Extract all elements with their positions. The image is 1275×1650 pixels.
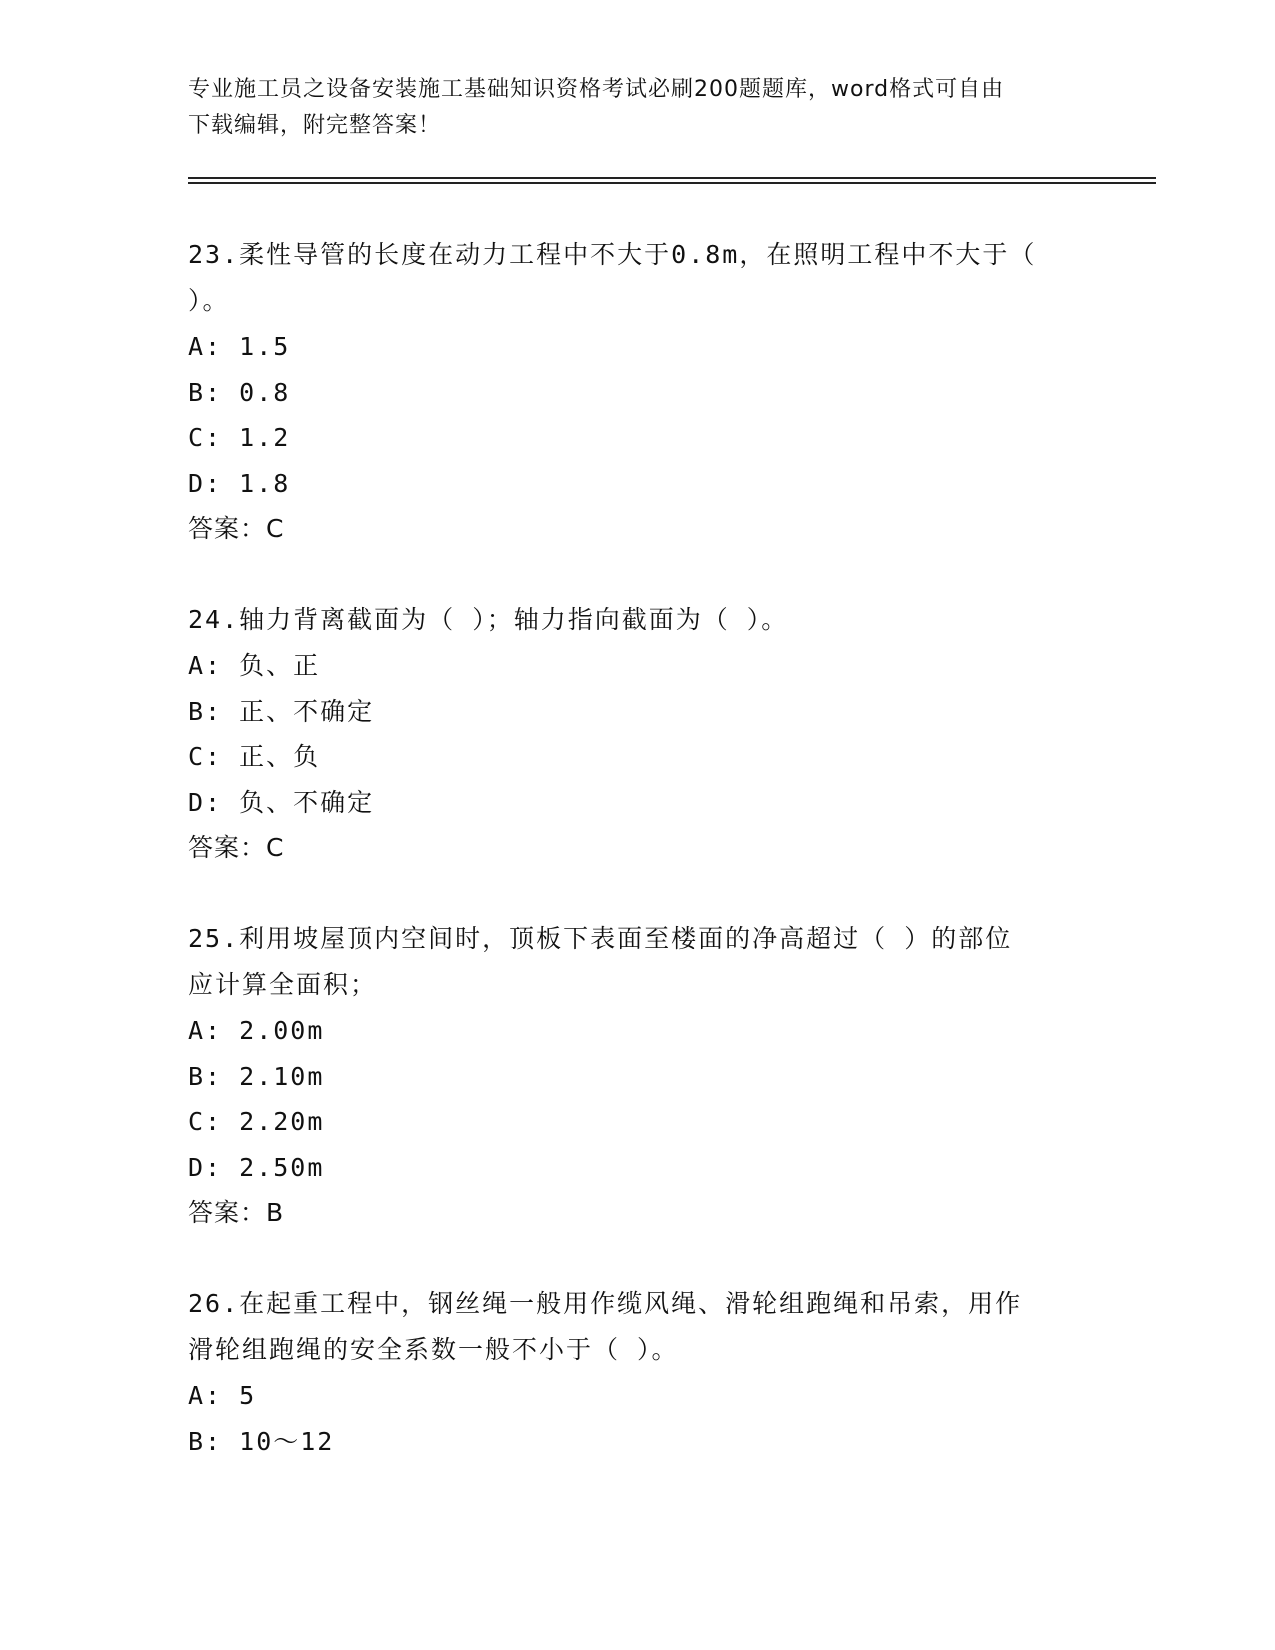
question-23	[188, 232, 1088, 552]
option-d: D: 2.50m	[188, 1152, 325, 1182]
answer-line: 答案：B	[188, 1198, 285, 1228]
header-divider-bottom	[188, 182, 1156, 184]
question-25	[188, 916, 1088, 1236]
question-stem: 滑轮组跑绳的安全系数一般不小于（ ）。	[188, 1334, 679, 1364]
answer-line: 答案：C	[188, 833, 285, 863]
header-divider-top	[188, 177, 1156, 179]
option-b: B: 10～12	[188, 1426, 335, 1456]
option-d: D: 负、不确定	[188, 787, 375, 817]
question-stem: 23.柔性导管的长度在动力工程中不大于0.8m，在照明工程中不大于（	[188, 240, 1037, 269]
header-line-2: 下载编辑，附完整答案！	[188, 113, 442, 138]
question-stem: 26.在起重工程中，钢丝绳一般用作缆风绳、滑轮组跑绳和吊索，用作	[188, 1288, 1023, 1318]
question-stem: ）。	[188, 286, 230, 315]
document-header	[188, 72, 1088, 144]
question-list	[188, 232, 1088, 1509]
question-stem: 24.轴力背离截面为（ ）；轴力指向截面为（ ）。	[188, 604, 789, 634]
option-d: D: 1.8	[188, 468, 291, 498]
option-c: C: 正、负	[188, 742, 321, 772]
option-c: C: 1.2	[188, 423, 291, 453]
question-stem: 应计算全面积；	[188, 969, 378, 999]
option-a: A: 5	[188, 1380, 257, 1410]
question-26	[188, 1281, 1088, 1464]
question-stem: 25.利用坡屋顶内空间时，顶板下表面至楼面的净高超过（ ）的部位	[188, 923, 1013, 953]
option-a: A: 负、正	[188, 650, 321, 680]
option-a: A: 1.5	[188, 332, 291, 361]
answer-line: 答案：C	[188, 514, 285, 544]
option-b: B: 0.8	[188, 377, 291, 407]
option-b: B: 2.10m	[188, 1061, 325, 1091]
question-24	[188, 597, 1088, 871]
option-c: C: 2.20m	[188, 1107, 325, 1137]
header-line-1: 专业施工员之设备安装施工基础知识资格考试必刷200题题库，word格式可自由	[188, 77, 1005, 102]
option-b: B: 正、不确定	[188, 696, 375, 726]
option-a: A: 2.00m	[188, 1015, 325, 1045]
